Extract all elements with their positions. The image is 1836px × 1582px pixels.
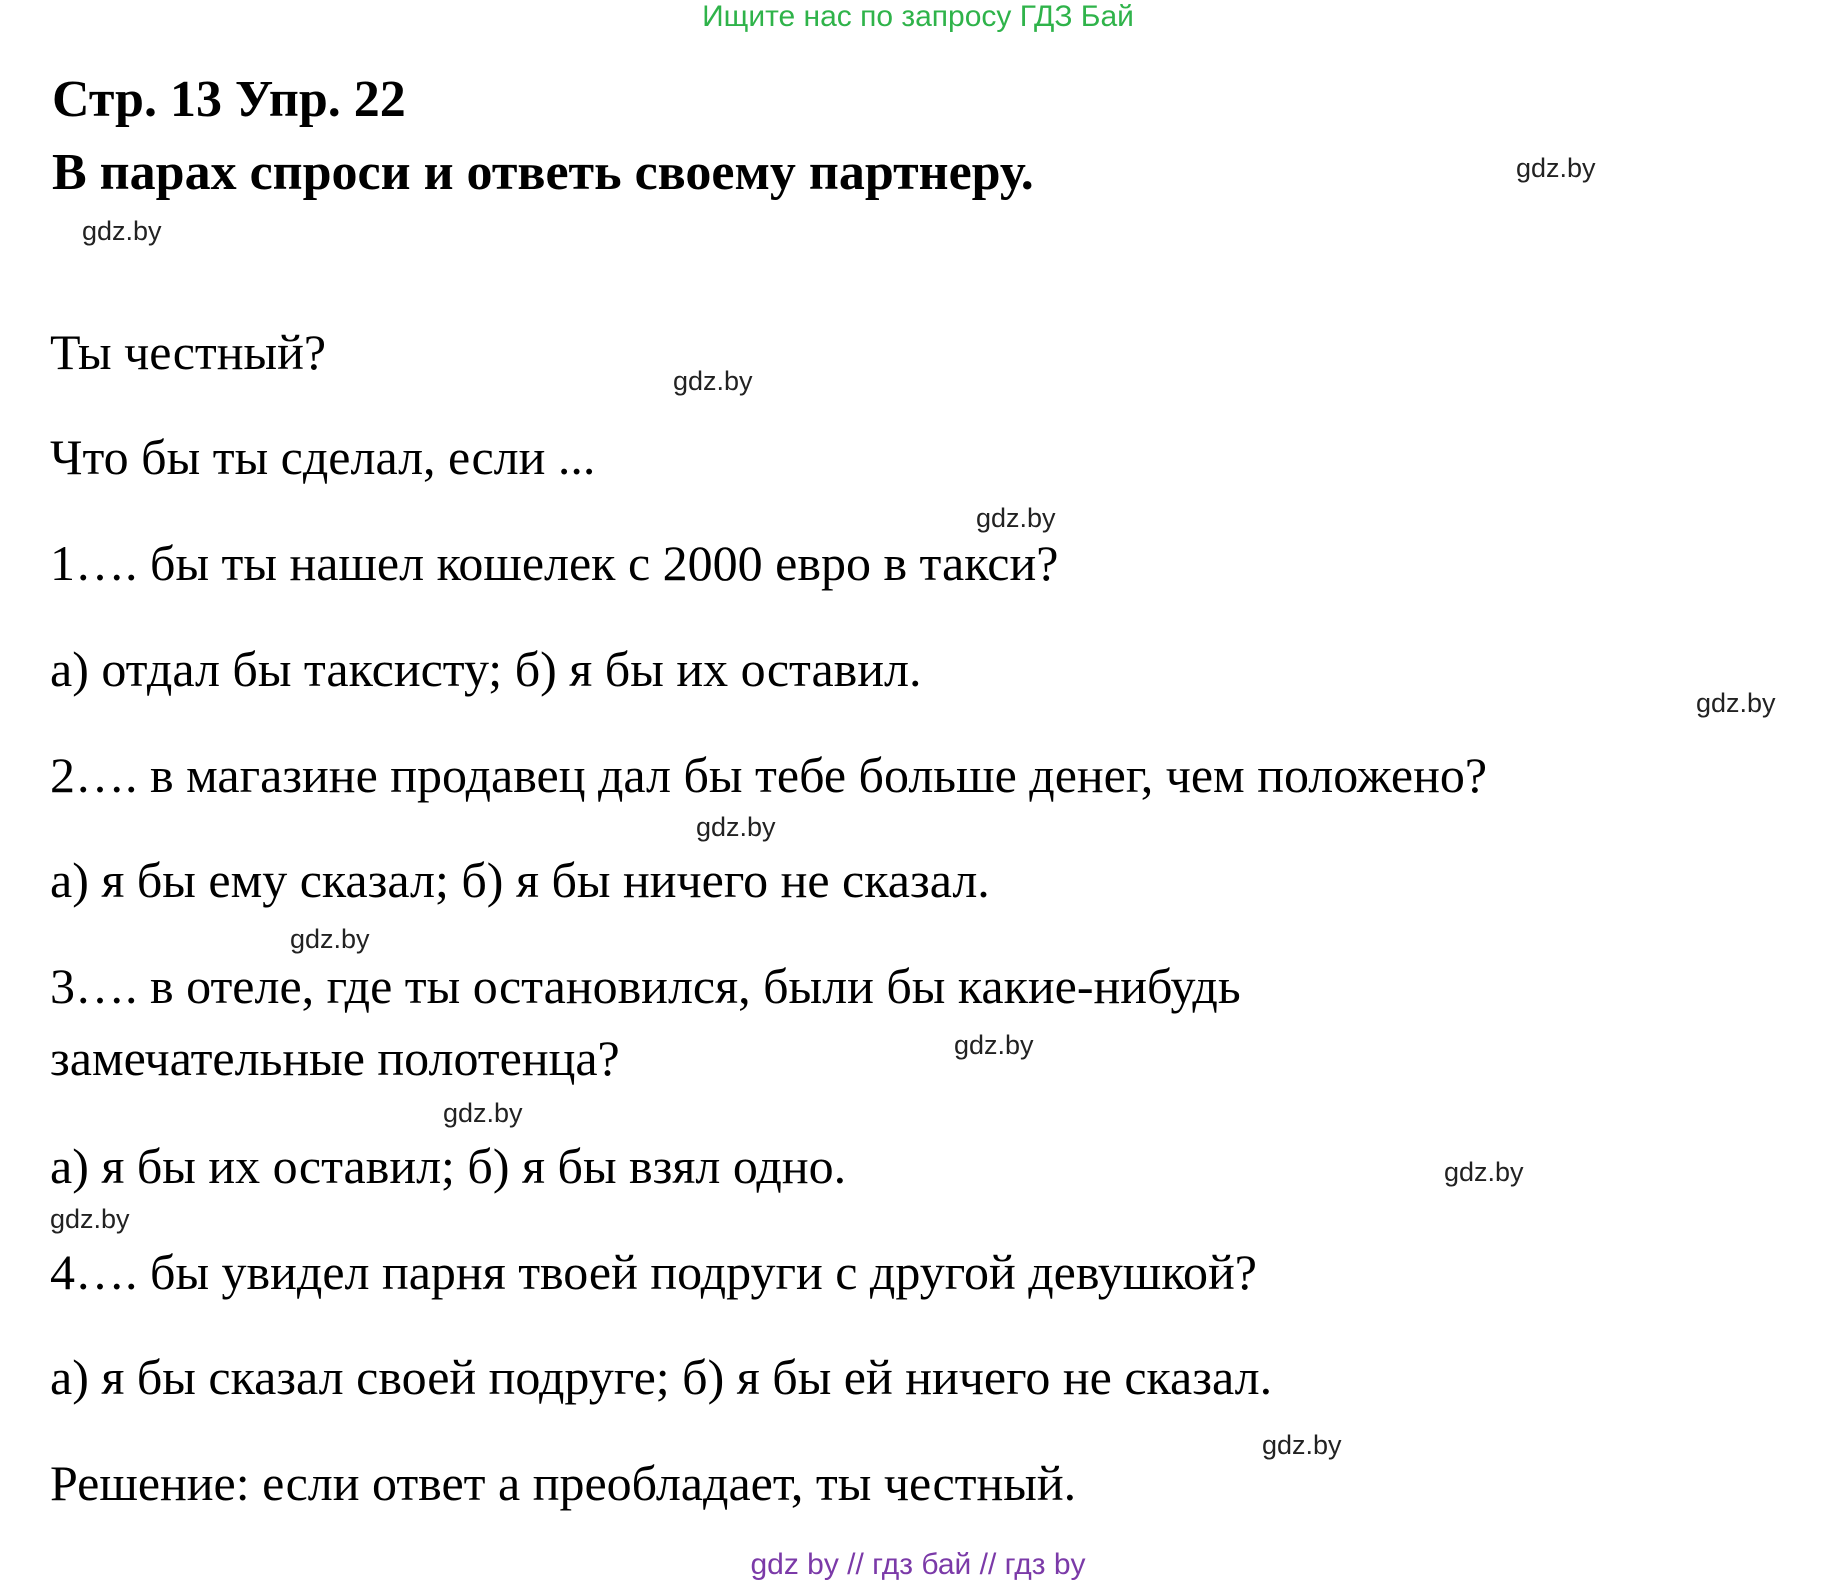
- watermark: gdz.by: [673, 366, 753, 396]
- solution-line: Решение: если ответ а преобладает, ты честный.: [50, 1455, 1077, 1511]
- watermark: gdz.by: [954, 1030, 1034, 1060]
- question-line: Ты честный?: [50, 324, 327, 380]
- item-4: 4…. бы увидел парня твоей подруги с другой девушкой?: [50, 1244, 1257, 1300]
- watermark: gdz.by: [696, 812, 776, 842]
- item-3-line-1: 3…. в отеле, где ты остановился, были бы какие-нибудь: [50, 958, 1241, 1014]
- item-3-line-2: замечательные полотенца?: [50, 1030, 620, 1086]
- watermark: gdz.by: [976, 503, 1056, 533]
- item-2: 2…. в магазине продавец дал бы тебе больше денег, чем положено?: [50, 747, 1488, 803]
- watermark: gdz.by: [290, 924, 370, 954]
- answer-1: а) отдал бы таксисту; б) я бы их оставил.: [50, 641, 922, 697]
- watermark: gdz.by: [443, 1098, 523, 1128]
- answer-2: а) я бы ему сказал; б) я бы ничего не сказал.: [50, 852, 990, 908]
- watermark: gdz.by: [82, 216, 162, 246]
- item-1: 1…. бы ты нашел кошелек с 2000 евро в такси?: [50, 535, 1059, 591]
- answer-4: а) я бы сказал своей подруге; б) я бы ей ничего не сказал.: [50, 1349, 1273, 1405]
- page-reference-title: Стр. 13 Упр. 22: [52, 71, 406, 128]
- watermark: gdz.by: [1444, 1157, 1524, 1187]
- footer-text: gdz by // гдз бай // гдз by: [750, 1548, 1086, 1581]
- intro-line: Что бы ты сделал, если ...: [50, 429, 596, 485]
- watermark: gdz.by: [1696, 688, 1776, 718]
- watermark: gdz.by: [1262, 1430, 1342, 1460]
- answer-3: а) я бы их оставил; б) я бы взял одно.: [50, 1138, 847, 1194]
- watermark: gdz.by: [1516, 153, 1596, 183]
- top-banner: Ищите нас по запросу ГДЗ Бай: [702, 0, 1134, 33]
- watermark: gdz.by: [50, 1204, 130, 1234]
- task-title: В парах спроси и ответь своему партнеру.: [52, 144, 1034, 201]
